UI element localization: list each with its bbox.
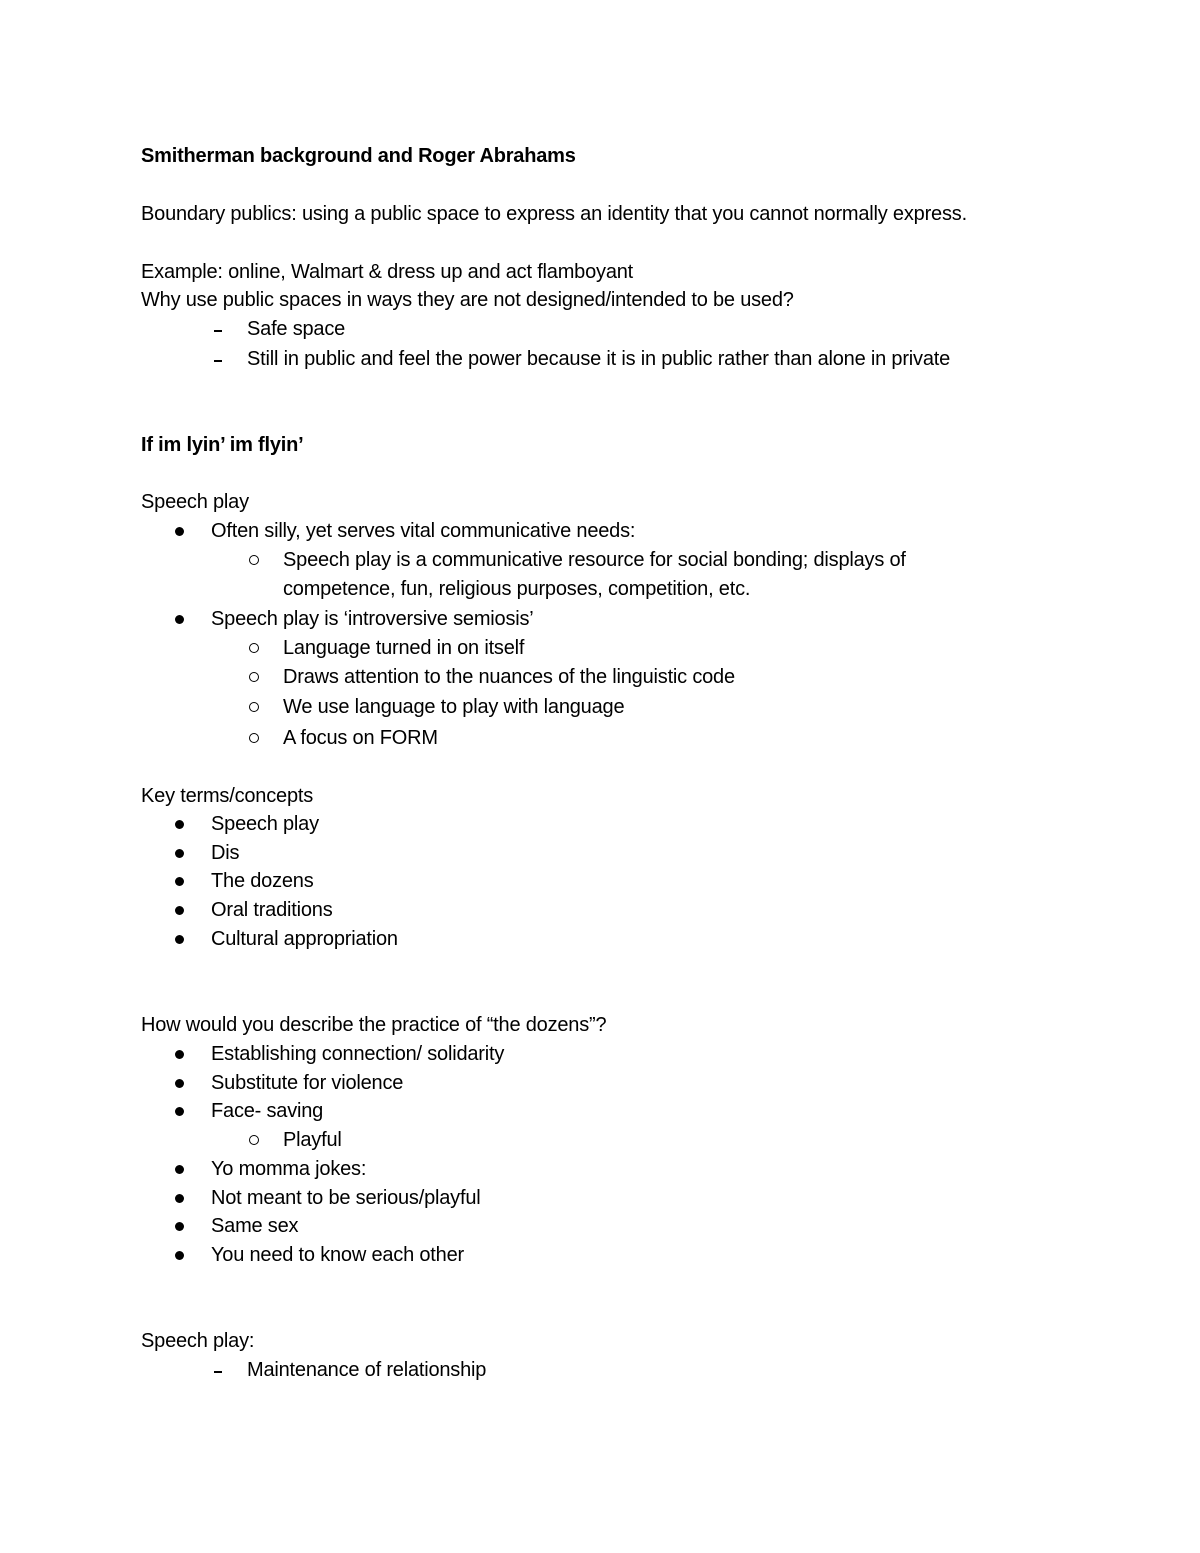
sub-list-item: Draws attention to the nuances of the linguistic code xyxy=(283,666,735,688)
question-line: Why use public spaces in ways they are not designed/intended to be used? xyxy=(141,289,794,311)
sub-bullet-marker xyxy=(249,555,259,565)
bullet-marker xyxy=(175,1050,184,1059)
dash-marker xyxy=(214,330,222,332)
sub-bullet-marker xyxy=(249,672,259,682)
list-item: Oral traditions xyxy=(211,899,333,921)
list-item: Not meant to be serious/playful xyxy=(211,1187,481,1209)
bullet-marker xyxy=(175,1107,184,1116)
list-item: Substitute for violence xyxy=(211,1072,404,1094)
bullet-marker xyxy=(175,820,184,829)
sub-list-item: We use language to play with language xyxy=(283,696,625,718)
list-item: Same sex xyxy=(211,1215,299,1237)
sub-bullet-marker xyxy=(249,702,259,712)
sub-bullet-marker xyxy=(249,733,259,743)
list-item: Speech play is ‘introversive semiosis’ xyxy=(211,608,534,630)
key-terms-label: Key terms/concepts xyxy=(141,785,314,807)
dash-marker xyxy=(214,360,222,362)
bullet-marker xyxy=(175,877,184,886)
speech-play-end-label: Speech play: xyxy=(141,1330,255,1352)
bullet-marker xyxy=(175,1222,184,1231)
bullet-marker xyxy=(175,1251,184,1260)
sub-list-item: Playful xyxy=(283,1129,342,1151)
answer-item: Maintenance of relationship xyxy=(247,1359,487,1381)
boundary-publics-definition: Boundary publics: using a public space to express an identity that you cannot normally express. xyxy=(141,203,967,225)
bullet-marker xyxy=(175,1079,184,1088)
heading-if-im-lyin: If im lyin’ im flyin’ xyxy=(141,434,304,456)
bullet-marker xyxy=(175,935,184,944)
list-item: Yo momma jokes: xyxy=(211,1158,367,1180)
sub-bullet-marker xyxy=(249,643,259,653)
list-item: The dozens xyxy=(211,870,314,892)
bullet-marker xyxy=(175,906,184,915)
sub-list-item-continued: competence, fun, religious purposes, competition, etc. xyxy=(283,578,751,600)
bullet-marker xyxy=(175,615,184,624)
list-item: Speech play xyxy=(211,813,319,835)
sub-bullet-marker xyxy=(249,1135,259,1145)
dozens-question: How would you describe the practice of “the dozens”? xyxy=(141,1014,607,1036)
list-item: You need to know each other xyxy=(211,1244,464,1266)
sub-list-item: Language turned in on itself xyxy=(283,637,525,659)
sub-list-item: Speech play is a communicative resource for social bonding; displays of xyxy=(283,549,906,571)
answer-item: Safe space xyxy=(247,318,346,340)
speech-play-label: Speech play xyxy=(141,491,249,513)
heading-smitherman: Smitherman background and Roger Abrahams xyxy=(141,145,576,167)
list-item: Establishing connection/ solidarity xyxy=(211,1043,505,1065)
example-line: Example: online, Walmart & dress up and act flamboyant xyxy=(141,261,634,283)
list-item: Dis xyxy=(211,842,240,864)
bullet-marker xyxy=(175,1194,184,1203)
list-item: Face- saving xyxy=(211,1100,324,1122)
list-item: Often silly, yet serves vital communicative needs: xyxy=(211,520,636,542)
sub-list-item: A focus on FORM xyxy=(283,727,438,749)
bullet-marker xyxy=(175,527,184,536)
bullet-marker xyxy=(175,849,184,858)
list-item: Cultural appropriation xyxy=(211,928,398,950)
dash-marker xyxy=(214,1371,222,1373)
answer-item: Still in public and feel the power because it is in public rather than alone in private xyxy=(247,348,951,370)
bullet-marker xyxy=(175,1165,184,1174)
